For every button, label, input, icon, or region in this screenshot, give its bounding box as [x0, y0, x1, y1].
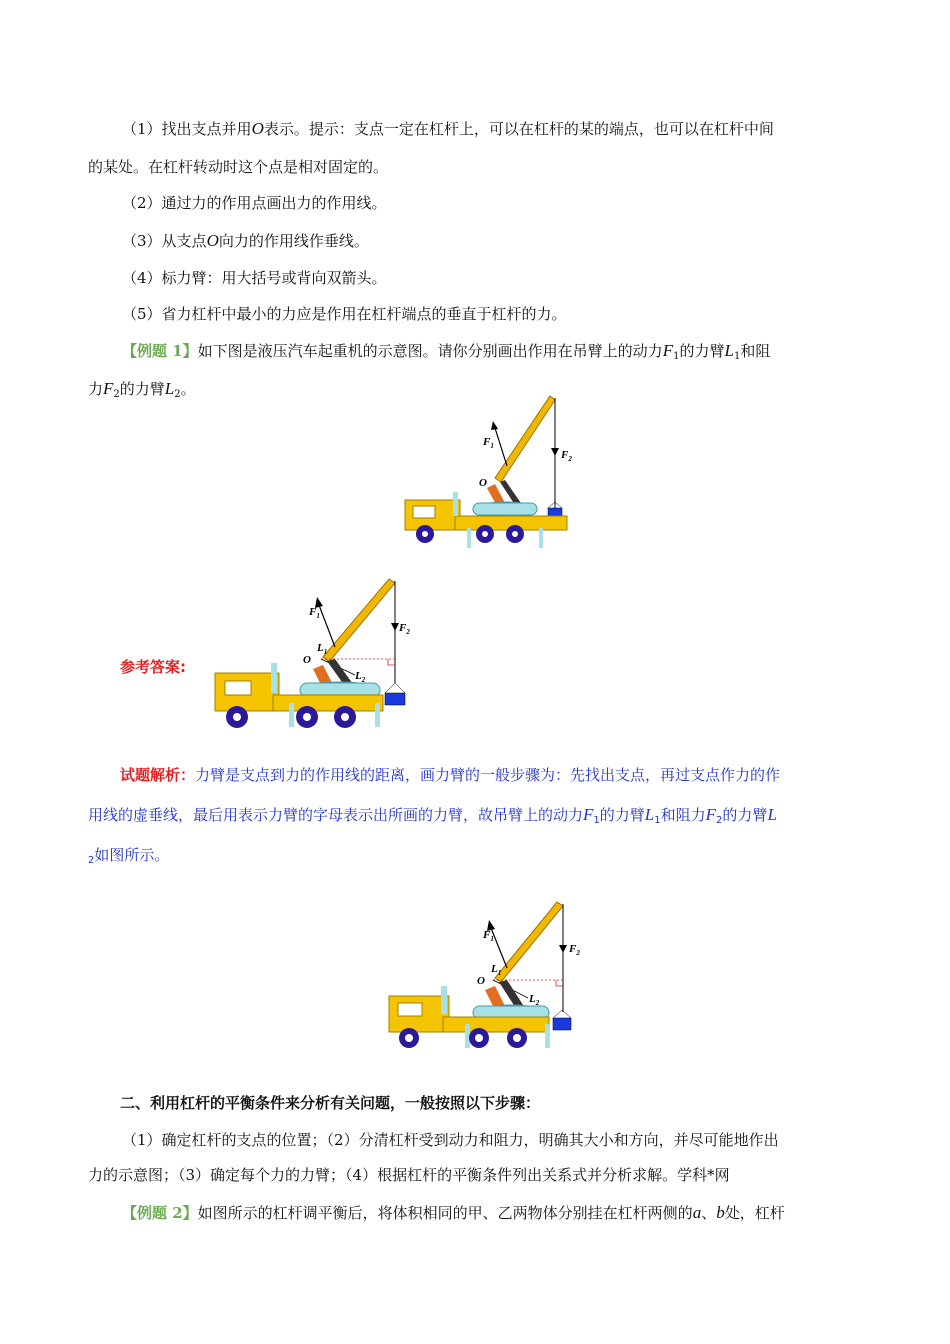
- symbol-o: O: [251, 119, 264, 138]
- step-2: [122, 193, 387, 213]
- answer-label: 参考答案:: [120, 658, 186, 676]
- analysis-text: 用线的虚垂线，最后用表示力臂的字母表示出所画的力臂，故吊臂上的动力: [88, 806, 584, 824]
- separator: 、: [701, 1204, 717, 1222]
- symbol-l: L: [644, 805, 655, 824]
- step-1: [122, 119, 774, 139]
- step-text: 标力臂：用大括号或背向双箭头。: [161, 269, 387, 287]
- step-text: 向力的作用线作垂线。: [218, 232, 369, 250]
- symbol-f: F: [705, 805, 717, 824]
- step-number: （3）: [122, 232, 162, 250]
- example-text: 如下图是液压汽车起重机的示意图。请你分别画出作用在吊臂上的动力: [197, 342, 663, 360]
- step-text: 省力杠杆中最小的力应是作用在杠杆端点的垂直于杠杆的力。: [161, 305, 567, 323]
- label-f1: $F_1$: [483, 929, 494, 943]
- subscript: 2: [113, 389, 120, 400]
- symbol-b: b: [716, 1203, 725, 1222]
- example-text: 处，杠杆: [724, 1204, 785, 1222]
- analysis-line-2: [88, 805, 777, 831]
- label-o: O: [477, 975, 485, 987]
- symbol-f: F: [662, 341, 674, 360]
- analysis-line-3: [88, 845, 169, 871]
- subscript: 2: [88, 855, 95, 866]
- label-f1: $F_1$: [483, 436, 494, 450]
- step-number: （1）: [122, 120, 162, 138]
- example-text: 如图所示的杠杆调平衡后，将体积相同的甲、乙两物体分别挂在杠杆两侧的: [197, 1204, 693, 1222]
- symbol-o: O: [206, 231, 219, 250]
- step-number: （5）: [122, 305, 162, 323]
- step-text: 通过力的作用点画出力的作用线。: [161, 194, 387, 212]
- subscript: 1: [593, 815, 600, 826]
- label-l1: $L_1$: [491, 963, 502, 977]
- step-5: [122, 304, 567, 324]
- subscript: 1: [673, 351, 680, 362]
- label-l2: $L_2$: [355, 670, 366, 684]
- analysis-colon: ：: [180, 766, 196, 784]
- step-number: （4）: [122, 269, 162, 287]
- example-tag: 【例题 1】: [122, 342, 198, 360]
- step-text: 从支点: [161, 232, 207, 250]
- section-2-para-2: 力的示意图；（3）确定每个力的力臂；（4）根据杠杆的平衡条件列出关系式并分析求解。学科*网: [88, 1166, 730, 1184]
- symbol-l: L: [767, 805, 777, 824]
- analysis-text: 的力臂: [599, 806, 645, 824]
- subscript: 2: [716, 815, 723, 826]
- analysis-tag: 试题解析: [120, 766, 181, 784]
- section-2-para-1: （1）确定杠杆的支点的位置；（2）分清杠杆受到动力和阻力，明确其大小和方向，并尽可能地作出: [122, 1131, 779, 1149]
- example-text: 。: [180, 380, 196, 398]
- step-1-cont: 的某处。在杠杆转动时这个点是相对固定的。: [88, 158, 389, 176]
- analysis-text: 和阻力: [660, 806, 706, 824]
- example-text: 的力臂: [679, 342, 725, 360]
- label-l2: $L_2$: [529, 993, 540, 1007]
- subscript: 1: [733, 351, 741, 362]
- symbol-f: F: [103, 379, 114, 398]
- example-text: 力: [88, 380, 104, 398]
- crane-figure-answer: [205, 575, 420, 735]
- label-f2: $F_2$: [399, 622, 410, 636]
- analysis-text: 的力臂: [722, 806, 768, 824]
- label-f1: $F_1$: [309, 606, 320, 620]
- label-o: O: [479, 477, 487, 489]
- analysis-text: 如图所示。: [94, 846, 170, 864]
- section-2-title: 二、利用杠杆的平衡条件来分析有关问题，一般按照以下步骤：: [120, 1094, 541, 1112]
- subscript: 1: [654, 815, 661, 826]
- label-l1: $L_1$: [317, 642, 328, 656]
- subscript: 2: [174, 389, 181, 400]
- label-f2: $F_2$: [569, 943, 580, 957]
- step-text: 表示。提示：支点一定在杠杆上，可以在杠杆的某的端点，也可以在杠杆中间: [263, 120, 774, 138]
- label-f2: $F_2$: [561, 449, 572, 463]
- step-text: 找出支点并用: [161, 120, 252, 138]
- label-o: O: [303, 654, 311, 666]
- symbol-a: a: [692, 1203, 702, 1222]
- example-1-line-1: [122, 341, 770, 367]
- example-text: 和阻: [740, 342, 771, 360]
- step-number: （2）: [122, 194, 162, 212]
- step-4: [122, 268, 387, 288]
- symbol-l: L: [724, 341, 734, 360]
- example-text: 的力臂: [119, 380, 165, 398]
- example-tag: 【例题 2】: [122, 1204, 198, 1222]
- analysis-text: 力臂是支点到力的作用线的距离，画力臂的一般步骤为：先找出支点，再过支点作力的作: [195, 766, 781, 784]
- example-1-line-2: [88, 379, 196, 405]
- crane-figure-question: [395, 388, 585, 553]
- step-3: [122, 231, 369, 251]
- symbol-f: F: [583, 805, 594, 824]
- analysis-line-1: [120, 765, 780, 785]
- example-2: [122, 1203, 785, 1223]
- crane-figure-analysis: [383, 900, 578, 1060]
- symbol-l: L: [164, 379, 175, 398]
